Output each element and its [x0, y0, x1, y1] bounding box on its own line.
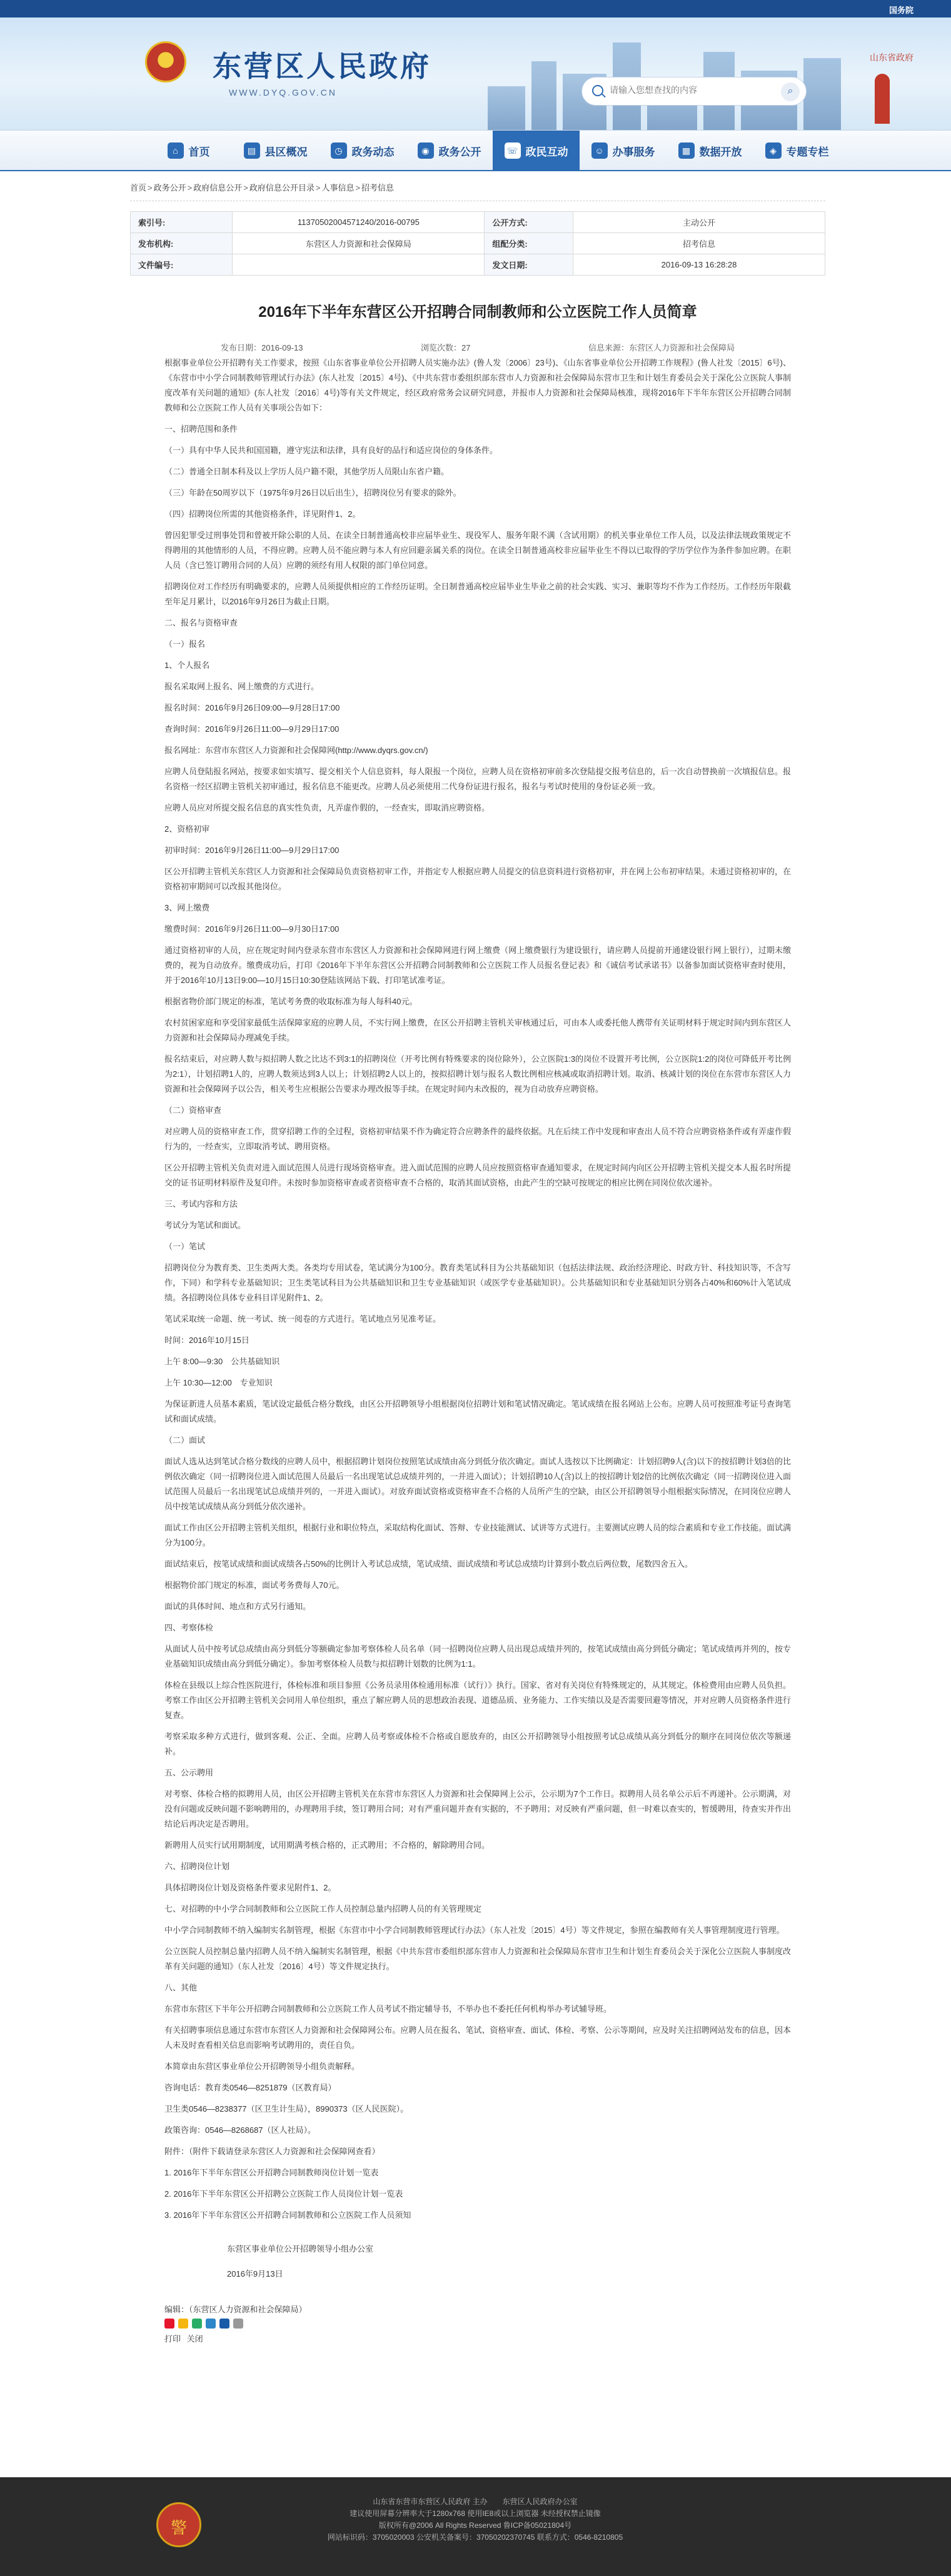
- search-button[interactable]: ⌕: [781, 82, 800, 101]
- article-paragraph: 应聘人员登陆报名网站，按要求如实填写、提交相关个人信息资料，每人限报一个岗位，应聘人员在资格初审前多次登陆提交报考信息的，后一次自动替换前一次填报信息。报名资格一经区招聘主管机关初审通过，报名信息不能更改。应聘人员必须使用二代身份证进行报名，报名与考试时使用的身份证必须一致。: [164, 767, 791, 791]
- article-tools: [164, 2292, 791, 2344]
- article-paragraph: 根据事业单位公开招聘有关工作要求，按照《山东省事业单位公开招聘人员实施办法》(鲁人发〔2006〕23号)、《山东省事业单位公开招聘工作规程》(鲁人社发〔2015〕6号)、《东营市中小学合同制教师管理试行办法》(东人社发〔2015〕4号)、《中共东营市委组织部东营市人力资源和社会保障局东营市卫生和计划生育委员会关于深化公立医院人事制度改革有关问题的通知》(东人社发〔2016〕4号)等有关文件规定，经区政府常务会议研究同意，并报市人力资源和社会保障局核准，现将2016年下半年东营区公开招聘合同制教师和公立医院工作人员有关事项公告如下：: [164, 358, 791, 412]
- nav-item-open-data[interactable]: ▦ 数据开放: [667, 131, 753, 171]
- breadcrumb-item[interactable]: 首页: [130, 183, 147, 192]
- article-paragraph: （一）报名: [164, 639, 206, 649]
- site-title[interactable]: 东营区人民政府: [213, 49, 431, 83]
- article-paragraph: 招聘岗位对工作经历有明确要求的，应聘人员须提供相应的工作经历证明。全日制普通高校应届毕业生毕业之前的社会实践、实习、兼职等均不作为工作经历。工作经历年限截至年足月累计，以2016年9月26日为截止日期。: [164, 582, 791, 606]
- article-paragraph: 区公开招聘主管机关东营区人力资源和社会保障局负责资格初审工作，并指定专人根据应聘人员提交的信息资料进行资格初审，并在网上公布初审结果。未通过资格初审的，在资格初审期间可以改报其他岗位。: [164, 867, 791, 891]
- article-paragraph: 3、网上缴费: [164, 903, 210, 912]
- article-paragraph: 三、考试内容和方法: [164, 1199, 238, 1209]
- news-icon: ◷: [331, 142, 347, 159]
- site-footer: [0, 2477, 951, 2576]
- article-paragraph: 有关招聘事项信息通过东营市东营区人力资源和社会保障网公布。应聘人员在报名、笔试、资格审查、面试、体检、考察、公示等期间，应及时关注招聘网站发布的信息，因本人未及时查看相关信息而影响考试聘用的，责任自负。: [164, 2025, 791, 2050]
- breadcrumb-item[interactable]: > 人事信息: [314, 183, 355, 192]
- meta-label: 索引号:: [131, 212, 233, 233]
- article-paragraph: 1. 2016年下半年东营区公开招聘合同制教师岗位计划一览表: [164, 2168, 379, 2177]
- article-paragraph: 报名网址：东营市东营区人力资源和社会保障网(http://www.dyqrs.gov.cn/): [164, 746, 428, 755]
- breadcrumb-item[interactable]: > 招考信息: [354, 183, 394, 192]
- article-paragraph: （四）招聘岗位所需的其他资格条件，详见附件1、2。: [164, 509, 361, 519]
- article-paragraph: （二）普通全日制本科及以上学历人员户籍不限，其他学历人员限山东省户籍。: [164, 467, 450, 476]
- article-paragraph: 时间：2016年10月15日: [164, 1335, 249, 1345]
- article-paragraph: 2. 2016年下半年东营区公开招聘公立医院工作人员岗位计划一览表: [164, 2189, 403, 2199]
- breadcrumb-item[interactable]: > 政府信息公开目录: [242, 183, 314, 192]
- meta-value: 2016-09-13 16:28:28: [573, 254, 825, 276]
- nav-item-news[interactable]: ◷ 政务动态: [319, 131, 406, 171]
- article-paragraph: 2、资格初审: [164, 824, 210, 834]
- article-paragraph: 招聘岗位分为教育类、卫生类两大类。各类均专用试卷，笔试满分为100分。教育类笔试科目为公共基础知识（包括法律法规、政治经济理论、时政方针、科技知识等，不含写作，下同）和学科专业基础知识；卫生类笔试科目为公共基础知识和卫生专业基础知识（或医学专业基础知识）。公共基础知识和专业基础知识分别各占40%和60%计入笔试成绩。各招聘岗位具体专业科目详见附件1、2。: [164, 1263, 791, 1302]
- footer-text: [275, 2496, 675, 2544]
- breadcrumb-item[interactable]: > 政府信息公开: [186, 183, 243, 192]
- article-paragraph: 1、个人报名: [164, 661, 210, 670]
- footer-line: 网站标识码：3705020003 公安机关备案号：37050202370745 联系方式：0546-8210805: [327, 2533, 623, 2542]
- close-button[interactable]: 关闭: [186, 2334, 203, 2344]
- document-meta-table: [130, 211, 825, 276]
- article-paragraph: 报名采取网上报名、网上缴费的方式进行。: [164, 682, 320, 691]
- services-icon: ☺: [591, 142, 608, 159]
- article-paragraph: 缴费时间：2016年9月26日11:00—9月30日17:00: [164, 924, 340, 934]
- data-icon: ▦: [678, 142, 695, 159]
- main-content: [130, 171, 825, 2344]
- meta-label: 发文日期:: [485, 254, 573, 276]
- site-search-box: [581, 77, 807, 106]
- share-bar: [164, 2319, 791, 2329]
- state-council-link[interactable]: 国务院: [888, 6, 913, 15]
- national-emblem-icon: [145, 41, 186, 82]
- article-paragraph: 从面试人员中按考试总成绩由高分到低分等额确定参加考察体检人员名单（同一招聘岗位应聘人员出现总成绩并列的，按笔试成绩由高分到低分确定；笔试成绩再并列的，按专业基础知识成绩由高分到低分确定）。参加考察体检人员数与拟招聘计划数的比例为1:1。: [164, 1644, 791, 1669]
- site-banner: [0, 17, 951, 130]
- sign-org: 东营区事业单位公开招聘领导小组办公室: [227, 2244, 374, 2254]
- share-tencent-icon[interactable]: [206, 2319, 216, 2329]
- article-paragraph: （一）笔试: [164, 1242, 206, 1251]
- share-wechat-icon[interactable]: [192, 2319, 202, 2329]
- meta-label: 组配分类:: [485, 233, 573, 254]
- main-nav: [0, 130, 951, 171]
- meta-label: 公开方式:: [485, 212, 573, 233]
- article-paragraph: 五、公示聘用: [164, 1768, 214, 1777]
- topics-icon: ◈: [765, 142, 782, 159]
- article-paragraph: 根据物价部门规定的标准，面试考务费每人70元。: [164, 1580, 345, 1590]
- article-paragraph: 附件：（附件下载请登录东营区人力资源和社会保障网查看）: [164, 2147, 380, 2156]
- meta-value: 东营区人力资源和社会保障局: [233, 233, 485, 254]
- search-input[interactable]: [610, 85, 760, 95]
- info-source: 信息来源：东营区人力资源和社会保障局: [588, 343, 735, 352]
- nav-item-topics[interactable]: ◈ 专题专栏: [753, 131, 840, 171]
- nav-item-overview[interactable]: ▤ 县区概况: [232, 131, 319, 171]
- overview-icon: ▤: [244, 142, 260, 159]
- article-paragraph: 对应聘人员的资格审查工作，贯穿招聘工作的全过程，资格初审结果不作为确定符合应聘条件的最终依据。凡在后续工作中发现和审查出人员不符合应聘资格条件或有弄虚作假行为的，一经查实，立即取消考试、聘用资格。: [164, 1127, 791, 1151]
- article-paragraph: 具体招聘岗位计划及资格条件要求见附件1、2。: [164, 1883, 336, 1892]
- article-paragraph: 面试人选从达到笔试合格分数线的应聘人员中，根据招聘计划岗位按照笔试成绩由高分到低分依次确定。面试人选按以下比例确定：计划招聘9人(含)以下的按招聘计划3倍的比例依次确定（同一招聘岗位进入面试范围人员最后一名出现笔试总成绩并列的，一并进入面试）；计划招聘10人(含)以上的按招聘计划2倍的比例依次确定（同一招聘岗位进入面试范围人员最后一名出现笔试总成绩并列的，一并进入面试）。对放弃面试资格或资格审查不合格的人员所产生的空缺，由区公开招聘领导小组根据实际情况，在同岗位应聘人员中按笔试成绩从高分到低分依次递补。: [164, 1457, 791, 1511]
- view-count: 浏览次数：27: [421, 343, 471, 352]
- article-paragraph: （一）具有中华人民共和国国籍，遵守宪法和法律，具有良好的品行和适应岗位的身体条件。: [164, 446, 498, 455]
- share-renren-icon[interactable]: [219, 2319, 229, 2329]
- article-paragraph: 报名时间：2016年9月26日09:00—9月28日17:00: [164, 703, 340, 712]
- article-paragraph: 面试的具体时间、地点和方式另行通知。: [164, 1602, 311, 1611]
- print-button[interactable]: 打印: [164, 2334, 181, 2344]
- article-paragraph: 公立医院人员控制总量内招聘人员不纳入编制实名制管理，根据《中共东营市委组织部东营市人力资源和社会保障局东营市卫生和计划生育委员会关于深化公立医院人事制度改革有关问题的通知》（东人社发〔2016〕4号）等文件规定执行。: [164, 1947, 791, 1971]
- article-paragraph: （三）年龄在50周岁以下（1975年9月26日以后出生），招聘岗位另有要求的除外。: [164, 488, 461, 497]
- nav-item-open-gov[interactable]: ◉ 政务公开: [406, 131, 493, 171]
- article-paragraph: 体检在县级以上综合性医院进行，体检标准和项目参照《公务员录用体检通用标准（试行）》执行。国家、省对有关岗位有特殊规定的，从其规定。体检费用由应聘人员负担。考察工作由区公开招聘主管机关会同用人单位组织，重点了解应聘人员的思想政治表现、道德品质、业务能力、工作实绩以及是否需要回避等情况，并对应聘人员资格条件进行复查。: [164, 1680, 791, 1720]
- article-paragraph: 考察采取多种方式进行，做到客观、公正、全面。应聘人员考察或体检不合格或自愿放弃的，由区公开招聘领导小组按照考试总成绩从高分到低分的顺序在同岗位依次等额递补。: [164, 1732, 791, 1756]
- article-paragraph: 通过资格初审的人员，应在规定时间内登录东营市东营区人力资源和社会保障网进行网上缴费（网上缴费银行为建设银行，请应聘人员提前开通建设银行网上银行），过期未缴费的，视为自动放弃。缴费成功后，打印《2016年下半年东营区公开招聘合同制教师和公立医院工作人员报名登记表》和《诚信考试承诺书》以备参加面试资格审查时使用，并于2016年10月13日9:00—10月15日10:30登陆该网站下载、打印笔试准考证。: [164, 946, 791, 985]
- article-actions: [164, 2332, 791, 2344]
- open-gov-icon: ◉: [418, 142, 434, 159]
- footer-line: 版权所有@2006 All Rights Reserved 鲁ICP备05021804号: [378, 2521, 572, 2530]
- footer-line: 山东省东营市东营区人民政府 主办 东营区人民政府办公室: [373, 2497, 578, 2506]
- article-paragraph: 八、其他: [164, 1983, 198, 1992]
- article-paragraph: 二、报名与资格审查: [164, 618, 238, 627]
- article-paragraph: 一、招聘范围和条件: [164, 424, 238, 434]
- police-badge-icon[interactable]: [156, 2502, 201, 2547]
- article-paragraph: 七、对招聘的中小学合同制教师和公立医院工作人员控制总量内招聘人员的有关管理规定: [164, 1904, 482, 1914]
- meta-value: [233, 254, 485, 276]
- meta-value: 11370502004571240/2016-00795: [233, 212, 485, 233]
- article-paragraph: （二）资格审查: [164, 1106, 222, 1115]
- article-info-row: [164, 341, 791, 353]
- article-paragraph: 报名结束后，对应聘人数与拟招聘人数之比达不到3:1的招聘岗位（开考比例有特殊要求的岗位除外），公立医院1:3的岗位不设置开考比例，公立医院1:2的岗位可降低开考比例为2:1），计划招聘1人的，应聘人数须达到3人以上；计划招聘2人以上的，按拟招聘计划与报名人数比例相应核减或取消招聘计划。取消、核减计划的岗位在东营市东营区人力资源和社会保障网予以公告，相关考生应根据公告要求办理改报等手续。在规定时间内未改报的，视为自动放弃应聘资格。: [164, 1054, 791, 1094]
- article-signature: [164, 2242, 791, 2282]
- article-title: 2016年下半年东营区公开招聘合同制教师和公立医院工作人员简章: [258, 304, 697, 321]
- article-paragraph: 六、招聘岗位计划: [164, 1862, 230, 1871]
- interaction-icon: ☏: [505, 142, 521, 159]
- landmark-illustration: [865, 74, 900, 130]
- home-icon: ⌂: [168, 142, 184, 159]
- article-paragraph: 笔试采取统一命题、统一考试、统一阅卷的方式进行。笔试地点另见准考证。: [164, 1314, 441, 1324]
- article-paragraph: 初审时间：2016年9月26日11:00—9月29日17:00: [164, 846, 340, 855]
- article-paragraph: 农村贫困家庭和享受国家最低生活保障家庭的应聘人员，不实行网上缴费，在区公开招聘主管机关审核通过后，可由本人或委托他人携带有关证明材料于规定时间内到东营区人力资源和社会保障局办理减免手续。: [164, 1018, 791, 1042]
- footer-line: 建议使用屏幕分辨率大于1280x768 使用IE8或以上浏览器 未经授权禁止镜像: [350, 2509, 601, 2518]
- article-paragraph: 咨询电话：教育类0546—8251879（区教育局）: [164, 2083, 336, 2092]
- nav-item-interaction[interactable]: ☏ 政民互动: [493, 131, 580, 171]
- article-paragraph: 面试工作由区公开招聘主管机关组织，根据行业和职位特点，采取结构化面试、答辩、专业技能测试、试讲等方式进行。主要测试应聘人员的综合素质和专业工作技能。面试满分为100分。: [164, 1523, 791, 1547]
- article-paragraph: 新聘用人员实行试用期制度，试用期满考核合格的，正式聘用；不合格的，解除聘用合同。: [164, 1840, 490, 1850]
- search-icon: [592, 85, 603, 96]
- top-bar: [0, 0, 951, 17]
- article: [130, 276, 825, 2344]
- article-paragraph: 查询时间：2016年9月26日11:00—9月29日17:00: [164, 724, 340, 734]
- article-paragraph: 四、考察体检: [164, 1623, 214, 1632]
- editor-line: 编辑：（东营区人力资源和社会保障局）: [164, 2305, 307, 2314]
- article-paragraph: 卫生类0546—8238377（区卫生计生局），8990373（区人民医院）。: [164, 2104, 409, 2114]
- article-paragraph: 区公开招聘主管机关负责对进入面试范围人员进行现场资格审查。进入面试范围的应聘人员应按照资格审查通知要求，在规定时间内向区公开招聘主管机关提交本人报名时所提交的证书证明材料原件及复印件。未按时参加资格审查或者资格审查不合格的，取消其面试资格，由此产生的空缺可按规定的相应比例在同岗位依次递补。: [164, 1163, 791, 1187]
- site-url: WWW.DYQ.GOV.CN: [229, 87, 337, 97]
- province-gov-link[interactable]: 山东省政府: [870, 52, 913, 62]
- article-paragraph: 对考察、体检合格的拟聘用人员，由区公开招聘主管机关在东营市东营区人力资源和社会保障网上公示，公示期为7个工作日。拟聘用人员名单公示后不再递补。公示期满，对没有问题或反映问题不影响聘用的，办理聘用手续，签订聘用合同；对有严重问题并查有实据的，不予聘用；对反映有严重问题，但一时难以查实的，暂缓聘用，待查实并作出结论后再决定是否聘用。: [164, 1789, 791, 1829]
- share-qzone-icon[interactable]: [178, 2319, 188, 2329]
- article-paragraph: 本简章由东营区事业单位公开招聘领导小组负责解释。: [164, 2062, 360, 2071]
- nav-item-home[interactable]: ⌂ 首页: [145, 131, 232, 171]
- article-paragraph: 上午 8:00—9:30 公共基础知识: [164, 1357, 280, 1366]
- article-paragraph: 政策咨询：0546—8268687（区人社局）。: [164, 2125, 316, 2135]
- article-paragraph: （二）面试: [164, 1435, 206, 1445]
- article-paragraph: 上午 10:30—12:00 专业知识: [164, 1378, 273, 1387]
- article-body: [164, 356, 791, 2223]
- article-paragraph: 根据省物价部门规定的标准，笔试考务费的收取标准为每人每科40元。: [164, 997, 418, 1006]
- article-paragraph: 为保证新进人员基本素质，笔试设定最低合格分数线，由区公开招聘领导小组根据岗位招聘计划和笔试情况确定。笔试成绩在报名网站上公布。应聘人员可按照准考证号查询笔试和面试成绩。: [164, 1399, 791, 1424]
- article-paragraph: 应聘人员应对所提交报名信息的真实性负责，凡弄虚作假的，一经查实，即取消应聘资格。: [164, 803, 490, 812]
- breadcrumb: [130, 171, 825, 201]
- meta-label: 发布机构:: [131, 233, 233, 254]
- share-more-icon[interactable]: [233, 2319, 243, 2329]
- sign-date: 2016年9月13日: [227, 2269, 283, 2279]
- meta-label: 文件编号:: [131, 254, 233, 276]
- article-paragraph: 东营市东营区下半年公开招聘合同制教师和公立医院工作人员考试不指定辅导书，不举办也不委托任何机构举办考试辅导班。: [164, 2004, 612, 2014]
- meta-value: 招考信息: [573, 233, 825, 254]
- share-weibo-icon[interactable]: [164, 2319, 174, 2329]
- nav-item-services[interactable]: ☺ 办事服务: [580, 131, 667, 171]
- meta-value: 主动公开: [573, 212, 825, 233]
- breadcrumb-item[interactable]: > 政务公开: [146, 183, 186, 192]
- article-paragraph: 曾因犯罪受过刑事处罚和曾被开除公职的人员、在读全日制普通高校非应届毕业生、现役军人、服务年限不满（含试用期）的机关事业单位工作人员，以及法律法规政策规定不得聘用的其他情形的人员，不得应聘。应聘人员不能应聘与本人有应回避亲属关系的岗位。在读全日制普通高校非应届毕业生不得以已取得的学历学位作为条件参加应聘。在职人员（含已签订聘用合同的人员）应聘的须经有用人权限的部门单位同意。: [164, 531, 791, 570]
- publish-date: 发布日期：2016-09-13: [221, 343, 303, 352]
- article-paragraph: 面试结束后，按笔试成绩和面试成绩各占50%的比例计入考试总成绩，笔试成绩、面试成绩和考试总成绩均计算到小数点后两位数，尾数四舍五入。: [164, 1559, 693, 1569]
- article-paragraph: 3. 2016年下半年东营区公开招聘合同制教师和公立医院工作人员须知: [164, 2210, 411, 2220]
- article-paragraph: 考试分为笔试和面试。: [164, 1221, 246, 1230]
- article-paragraph: 中小学合同制教师不纳入编制实名制管理，根据《东营市中小学合同制教师管理试行办法》（东人社发〔2015〕4号）等文件规定，参照在编教师有关人事管理制度进行管理。: [164, 1925, 785, 1935]
